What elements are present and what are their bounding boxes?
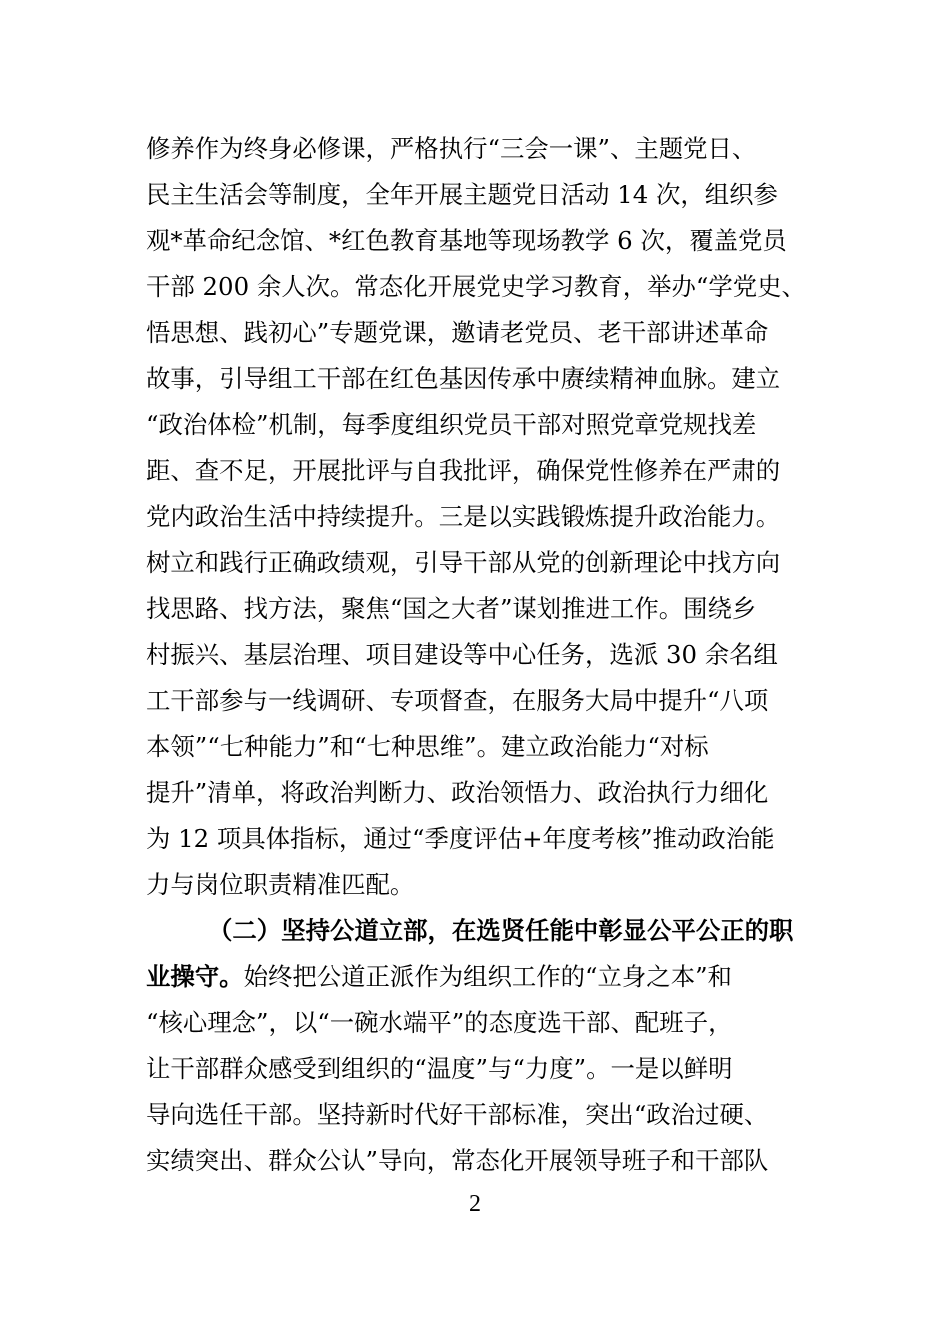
body-line-13: 工干部参与一线调研、专项督查，在服务大局中提升“八项 [146, 686, 769, 715]
body-line-2: 民主生活会等制度，全年开展主题党日活动 14 次，组织参 [146, 180, 778, 209]
body-line-5: 悟思想、践初心”专题党课，邀请老党员、老干部讲述革命 [146, 318, 769, 347]
body-line-12: 村振兴、基层治理、项目建设等中心任务，选派 30 余名组 [146, 640, 778, 669]
body-line-6: 故事，引导组工干部在红色基因传承中赓续精神血脉。建立 [146, 364, 781, 393]
page-number: 2 [469, 1191, 481, 1217]
section-line-1-rest: 始终把公道正派作为组织工作的“立身之本”和 [243, 962, 732, 991]
section-line-3: 让干部群众感受到组织的“温度”与“力度”。一是以鲜明 [146, 1054, 733, 1083]
body-line-15: 提升”清单，将政治判断力、政治领悟力、政治执行力细化 [146, 778, 769, 807]
section-heading-end: 业操守。 [146, 962, 244, 991]
body-line-16: 为 12 项具体指标，通过“季度评估+年度考核”推动政治能 [146, 824, 775, 853]
body-line-10: 树立和践行正确政绩观，引导干部从党的创新理论中找方向 [146, 548, 781, 577]
section-heading: （二）坚持公道立部，在选贤任能中彰显公平公正的职 [208, 916, 794, 945]
body-line-8: 距、查不足，开展批评与自我批评，确保党性修养在严肃的 [146, 456, 781, 485]
body-line-9: 党内政治生活中持续提升。三是以实践锻炼提升政治能力。 [146, 502, 781, 531]
body-line-17: 力与岗位职责精准匹配。 [146, 870, 415, 899]
body-line-14: 本领”“七种能力”和“七种思维”。建立政治能力“对标 [146, 732, 709, 761]
section-line-2: “核心理念”，以“一碗水端平”的态度选干部、配班子， [146, 1008, 733, 1037]
body-line-11: 找思路、找方法，聚焦“国之大者”谋划推进工作。围绕乡 [146, 594, 757, 623]
body-line-1: 修养作为终身必修课，严格执行“三会一课”、主题党日、 [146, 134, 757, 163]
body-line-7: “政治体检”机制，每季度组织党员干部对照党章党规找差 [146, 410, 757, 439]
section-line-4: 导向选任干部。坚持新时代好干部标准，突出“政治过硬、 [146, 1100, 769, 1129]
section-line-5: 实绩突出、群众公认”导向，常态化开展领导班子和干部队 [146, 1146, 769, 1175]
body-line-4: 干部 200 余人次。常态化开展党史学习教育，举办“学党史、 [146, 272, 806, 301]
section-line-1 [146, 954, 732, 1000]
body-line-3: 观*革命纪念馆、*红色教育基地等现场教学 6 次，覆盖党员 [146, 226, 787, 255]
